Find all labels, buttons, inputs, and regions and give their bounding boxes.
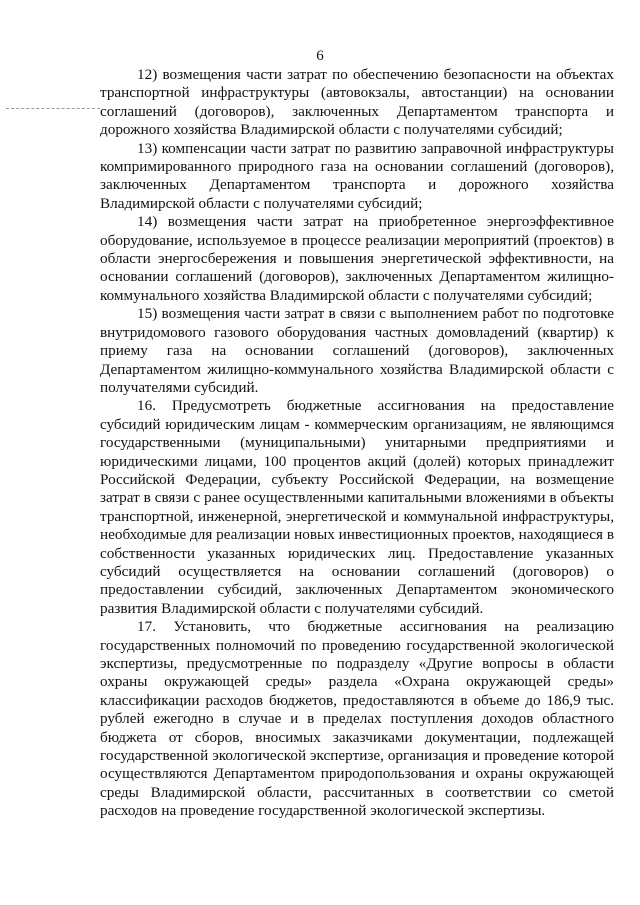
paragraph-clause-17: 17. Установить, что бюджетные ассигнования на реализацию государственных полномочий по проведению государственной экологической экспертизы, предусмотренные по подразделу «Другие вопросы в области охраны окружающей среды» раздела «Охрана окружающей среды» классификации расходов бюджетов, предоставляются в объеме до 186,9 тыс. рублей ежегодно в случае и в пределах поступления доходов областного бюджета от сборов, вносимых заказчиками документации, подлежащей государственной экологической экспертизе, организация и проведение которой осуществляются Департаментом природопользования и охраны окружающей среды Владимирской области, рассчитанных в соответствии со сметой расходов на проведение государственной экологической экспертизы. bbox=[100, 618, 614, 820]
paragraph-item-13: 13) компенсации части затрат по развитию заправочной инфраструктуры компримированного природного газа на основании соглашений (договоров), заключенных Департаментом транспорта и дорожного хозяйства Владимирской области с получателями субсидий; bbox=[100, 139, 614, 212]
paragraph-item-14: 14) возмещения части затрат на приобретенное энергоэффективное оборудование, используемое в процессе реализации мероприятий (проектов) в области энергосбережения и повышения энергетической эффективности, на основании соглашений (договоров), заключенных Департаментом жилищно-коммунального хозяйства Владимирской области с получателями субсидий; bbox=[100, 213, 614, 304]
paragraph-item-12: 12) возмещения части затрат по обеспечению безопасности на объектах транспортной инфраструктуры (автовокзалы, автостанции) на основании соглашений (договоров), заключенных Департаментом транспорта и дорожного хозяйства Владимирской области с получателями субсидий; bbox=[100, 66, 614, 139]
scan-artifact-line bbox=[6, 108, 100, 109]
page-number: 6 bbox=[316, 48, 324, 64]
document-body bbox=[100, 66, 614, 821]
paragraph-clause-16: 16. Предусмотреть бюджетные ассигнования на предоставление субсидий юридическим лицам - коммерческим организациям, не являющимся государственными (муниципальными) унитарными предприятиями и юридическими лицами, 100 процентов акций (долей) которых принадлежит Российской Федерации, субъекту Российской Федерации, на возмещение затрат в связи с ранее осуществленными капитальными вложениями в объекты транспортной, инженерной, энергетической и коммунальной инфраструктуры, необходимые для реализации новых инвестиционных проектов, находящиеся в собственности указанных юридических лиц. Предоставление указанных субсидий осуществляется на основании соглашений (договоров) о предоставлении субсидий, заключенных Департаментом экономического развития Владимирской области с получателями субсидий. bbox=[100, 397, 614, 617]
paragraph-item-15: 15) возмещения части затрат в связи с выполнением работ по подготовке внутридомового газового оборудования частных домовладений (квартир) к приему газа на основании соглашений (договоров), заключенных Департаментом жилищно-коммунального хозяйства Владимирской области с получателями субсидий. bbox=[100, 305, 614, 396]
